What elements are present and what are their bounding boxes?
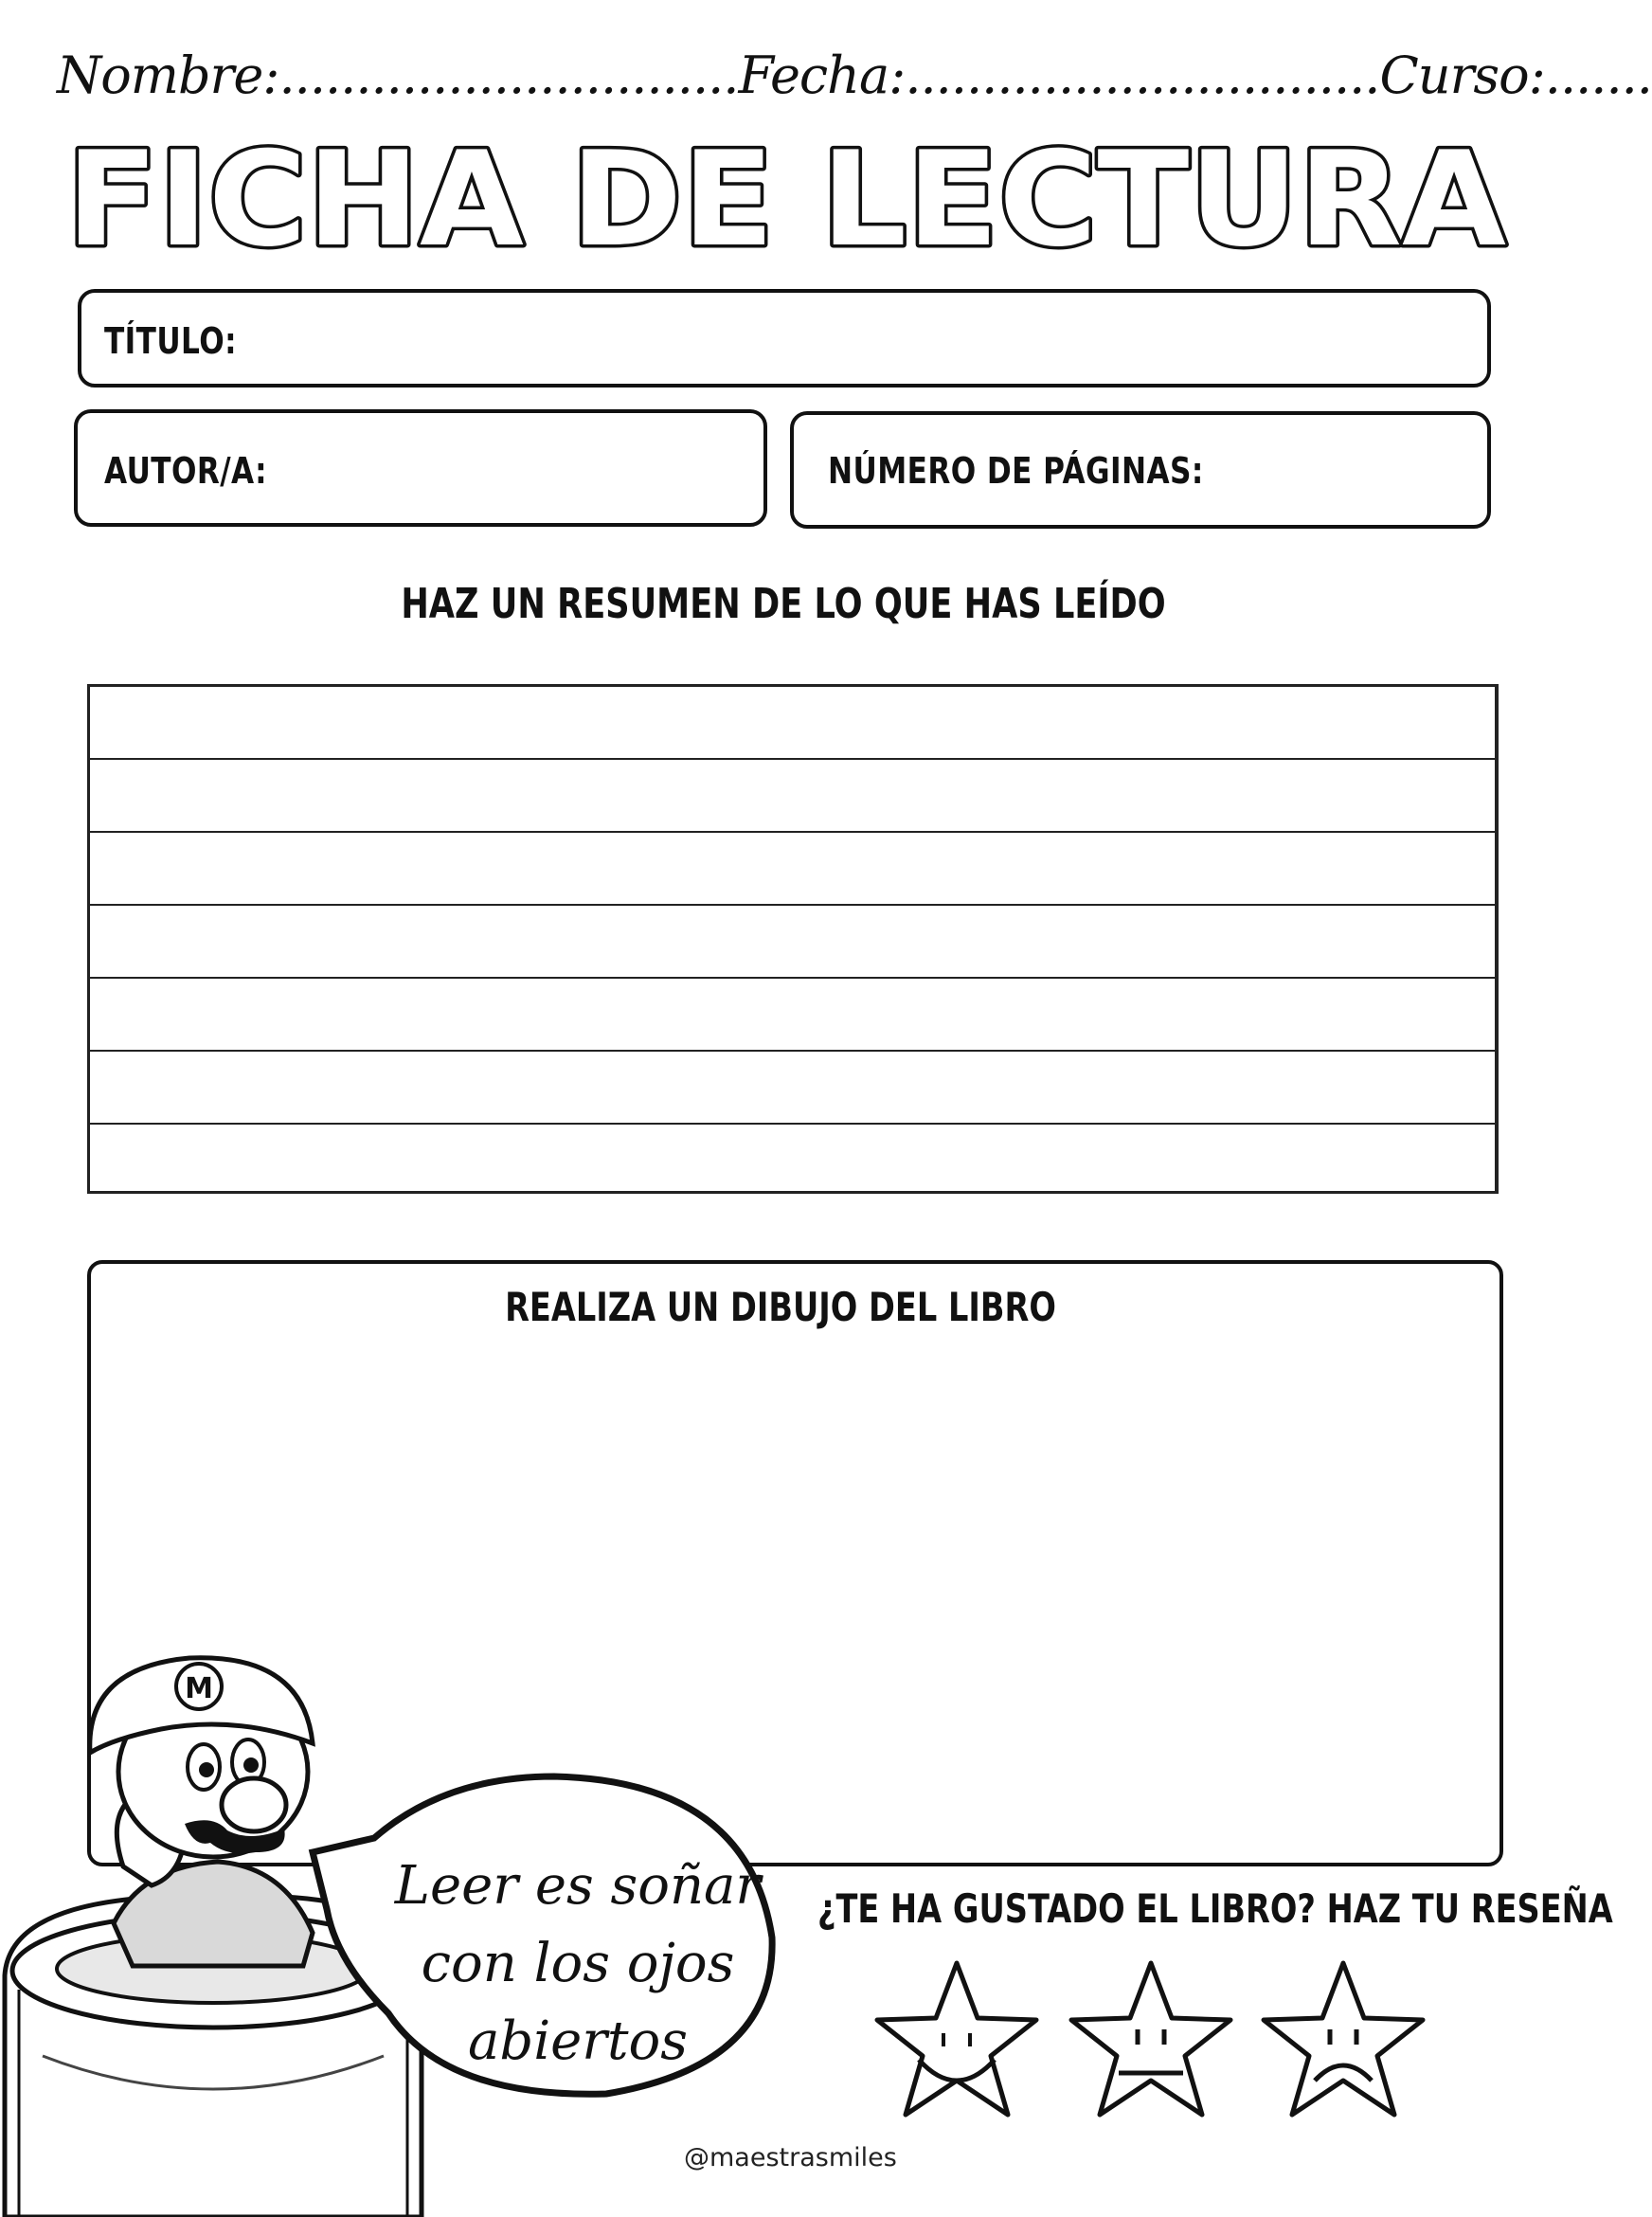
summary-rule <box>90 831 1495 833</box>
summary-lines-area[interactable] <box>87 684 1499 1194</box>
date-field[interactable]: ............................... <box>905 45 1380 105</box>
sad-star-icon[interactable] <box>1264 1963 1423 2115</box>
speech-bubble-text <box>360 1848 796 2081</box>
page-title-text: FICHA DE LECTURA <box>66 123 1507 276</box>
student-info-line <box>57 45 1652 121</box>
author-field-label: AUTOR/A: <box>104 450 268 492</box>
svg-text:M: M <box>185 1672 213 1705</box>
speech-line-1: Leer es soñar <box>394 1855 762 1917</box>
summary-rule <box>90 758 1495 760</box>
title-field-box[interactable] <box>78 289 1491 388</box>
credit-handle: @maestrasmiles <box>684 2143 897 2172</box>
summary-rule <box>90 904 1495 906</box>
course-label: Curso: <box>1379 45 1545 105</box>
summary-rule <box>90 1050 1495 1052</box>
drawing-heading: REALIZA UN DIBUJO DEL LIBRO <box>505 1284 1056 1330</box>
course-field[interactable]: ....... <box>1544 45 1652 105</box>
summary-rule <box>90 1123 1495 1125</box>
summary-rule <box>90 977 1495 979</box>
pages-field-label: NÚMERO DE PÁGINAS: <box>828 450 1204 492</box>
happy-star-icon[interactable] <box>877 1963 1036 2115</box>
date-label: Fecha: <box>738 45 906 105</box>
review-heading: ¿TE HA GUSTADO EL LIBRO? HAZ TU RESEÑA <box>817 1885 1613 1932</box>
speech-line-2: con los ojos <box>421 1933 735 1994</box>
neutral-star-icon[interactable] <box>1071 1963 1230 2115</box>
name-label: Nombre: <box>57 45 279 105</box>
name-field[interactable]: .............................. <box>278 45 739 105</box>
page-title <box>57 123 1516 276</box>
review-stars <box>862 1956 1449 2136</box>
title-field-label: TÍTULO: <box>104 320 237 362</box>
speech-line-3: abiertos <box>467 2010 688 2072</box>
summary-heading: HAZ UN RESUMEN DE LO QUE HAS LEÍDO <box>401 580 1166 628</box>
